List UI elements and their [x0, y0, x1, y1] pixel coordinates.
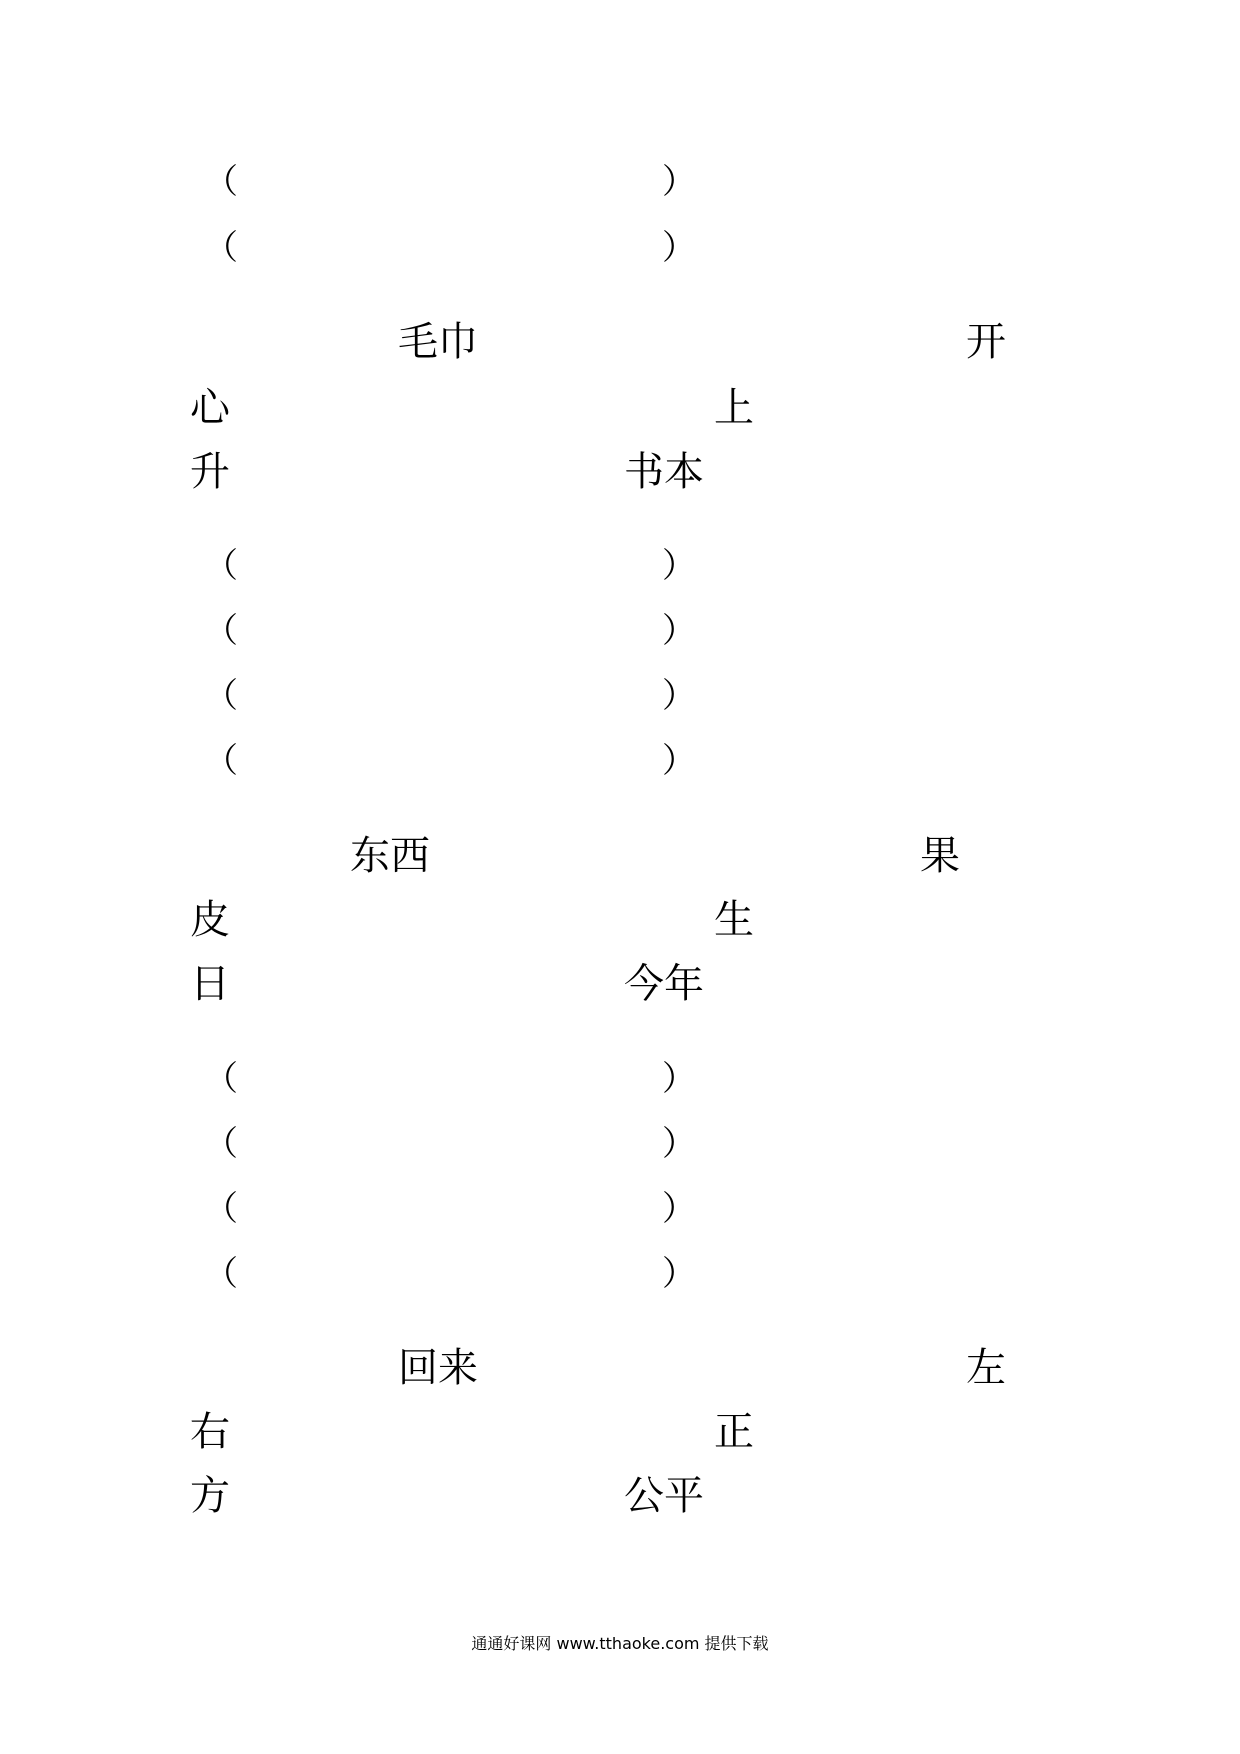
- word-card: 东西: [350, 833, 430, 879]
- blank-close-paren: ）: [662, 1124, 696, 1164]
- blank-open-paren: （: [204, 228, 238, 268]
- word-card: 日: [190, 961, 230, 1007]
- blank-open-paren: （: [204, 1059, 238, 1099]
- blank-open-paren: （: [204, 1124, 238, 1164]
- blank-open-paren: （: [204, 546, 238, 586]
- word-card: 果: [920, 833, 960, 879]
- blank-open-paren: （: [204, 1189, 238, 1229]
- blank-open-paren: （: [204, 162, 238, 202]
- blank-close-paren: ）: [662, 1059, 696, 1099]
- word-card: 今年: [624, 961, 704, 1007]
- page-footer: 通通好课网 www.tthaoke.com 提供下载: [471, 1634, 769, 1653]
- blank-open-paren: （: [204, 1254, 238, 1294]
- word-card: 升: [190, 449, 230, 495]
- word-card: 书本: [624, 449, 704, 495]
- word-card: 皮: [190, 897, 230, 943]
- word-card: 生: [714, 897, 754, 943]
- word-card: 左: [966, 1345, 1006, 1391]
- blank-close-paren: ）: [662, 228, 696, 268]
- word-card: 正: [714, 1409, 754, 1455]
- word-card: 方: [190, 1473, 230, 1519]
- blank-close-paren: ）: [662, 546, 696, 586]
- word-card: 右: [190, 1409, 230, 1455]
- blank-open-paren: （: [204, 676, 238, 716]
- word-card: 开: [966, 319, 1006, 365]
- blank-close-paren: ）: [662, 741, 696, 781]
- blank-close-paren: ）: [662, 611, 696, 651]
- word-card: 上: [714, 385, 754, 431]
- blank-close-paren: ）: [662, 676, 696, 716]
- blank-close-paren: ）: [662, 162, 696, 202]
- word-card: 心: [190, 385, 230, 431]
- blank-close-paren: ）: [662, 1189, 696, 1229]
- blank-close-paren: ）: [662, 1254, 696, 1294]
- blank-open-paren: （: [204, 611, 238, 651]
- blank-open-paren: （: [204, 741, 238, 781]
- word-card: 公平: [624, 1473, 704, 1519]
- word-card: 回来: [398, 1345, 478, 1391]
- word-card: 毛巾: [398, 319, 478, 365]
